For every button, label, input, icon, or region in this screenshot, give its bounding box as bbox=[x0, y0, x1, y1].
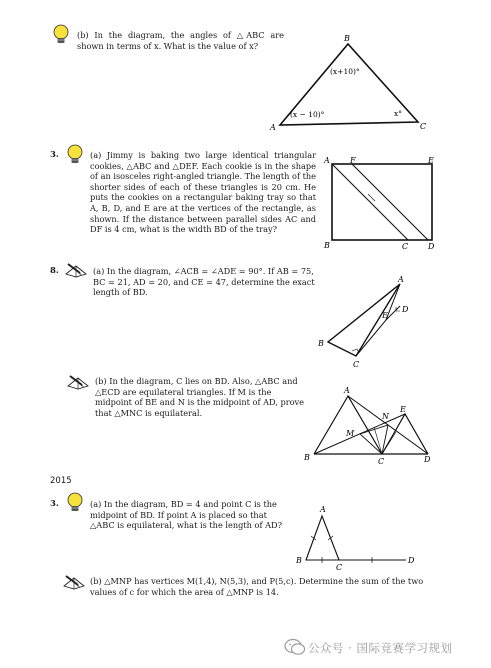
angle-a-label: (x − 10)° bbox=[290, 110, 325, 119]
year-heading: 2015 bbox=[50, 476, 72, 486]
label-a: A bbox=[398, 275, 404, 284]
label-b: B bbox=[344, 34, 350, 43]
bulb-icon bbox=[66, 492, 84, 520]
label-c: C bbox=[420, 122, 427, 131]
bulb-icon bbox=[52, 24, 70, 52]
problem-number: 8. bbox=[50, 266, 59, 276]
wechat-icon bbox=[284, 638, 306, 660]
label-d: D bbox=[424, 455, 431, 464]
problem-text: (a) In the diagram, ∠ACB = ∠ADE = 90°. If AB = 75, BC = 21, AD = 20, and CE = 47, determine the exact length of BD. bbox=[93, 266, 315, 298]
label-f: F bbox=[350, 156, 356, 165]
label-a: A bbox=[320, 505, 326, 514]
label-m: M bbox=[346, 429, 355, 438]
label-e: E bbox=[400, 405, 406, 414]
label-c: C bbox=[353, 360, 360, 369]
label-c: C bbox=[402, 242, 409, 250]
label-c: C bbox=[378, 457, 385, 466]
pencil-book-icon bbox=[64, 262, 88, 282]
angle-c-label: x° bbox=[394, 109, 402, 118]
label-a: A bbox=[344, 386, 350, 395]
problem-number: 3. bbox=[50, 150, 59, 160]
angle-b-label: (x+10)° bbox=[330, 67, 360, 76]
bulb-icon bbox=[66, 144, 84, 172]
problem-text: (b) △MNP has vertices M(1,4), N(5,3), and P(5,c). Determine the sum of the two values of c for which the area of △MNP is 14. bbox=[90, 576, 424, 597]
watermark-text: 公众号 · 国际竞赛学习规划 bbox=[308, 641, 453, 655]
tray-diagram bbox=[320, 154, 440, 250]
label-b: B bbox=[318, 339, 324, 348]
label-a: A bbox=[324, 156, 330, 165]
label-b: B bbox=[296, 556, 302, 565]
label-d: D bbox=[428, 242, 435, 250]
triangle-diagram bbox=[316, 274, 426, 370]
label-n: N bbox=[382, 412, 389, 421]
pencil-book-icon bbox=[62, 574, 86, 594]
equilateral-line-diagram bbox=[294, 502, 424, 572]
pencil-book-icon bbox=[66, 374, 90, 394]
label-e: E bbox=[382, 311, 388, 320]
problem-text: (a) Jimmy is baking two large identical triangular cookies, △ABC and △DEF. Each cookie is in the shape of an isosceles right-angled triangle. The length of the shorter sides of each of these triangles is 20 cm. He puts the cookies on a rectangular baking tray so that A, B, D, and E are at the vertices of the rectangle, as shown. If the distance between parallel sides AC and DF is 4 cm, what is the width BD of the tray? bbox=[90, 150, 316, 235]
triangle-diagram bbox=[262, 30, 442, 135]
problem-number: 3. bbox=[50, 499, 59, 509]
label-c: C bbox=[336, 563, 343, 572]
label-a: A bbox=[270, 123, 276, 132]
label-d: D bbox=[408, 556, 415, 565]
label-b: B bbox=[304, 453, 310, 462]
problem-text: (b) In the diagram, the angles of △ABC are shown in terms of x. What is the value of x? bbox=[77, 30, 284, 51]
label-e: E bbox=[428, 156, 434, 165]
label-d: D bbox=[402, 305, 409, 314]
problem-text: (a) In the diagram, BD = 4 and point C is the midpoint of BD. If point A is placed so that △ABC is equilateral, what is the length of AD? bbox=[90, 499, 282, 531]
label-b: B bbox=[324, 241, 330, 250]
equilateral-diagram bbox=[300, 384, 440, 466]
problem-text: (b) In the diagram, C lies on BD. Also, △ABC and △ECD are equilateral triangles. If M is the midpoint of BE and N is the midpoint of AD, prove that △MNC is equilateral. bbox=[95, 376, 305, 418]
